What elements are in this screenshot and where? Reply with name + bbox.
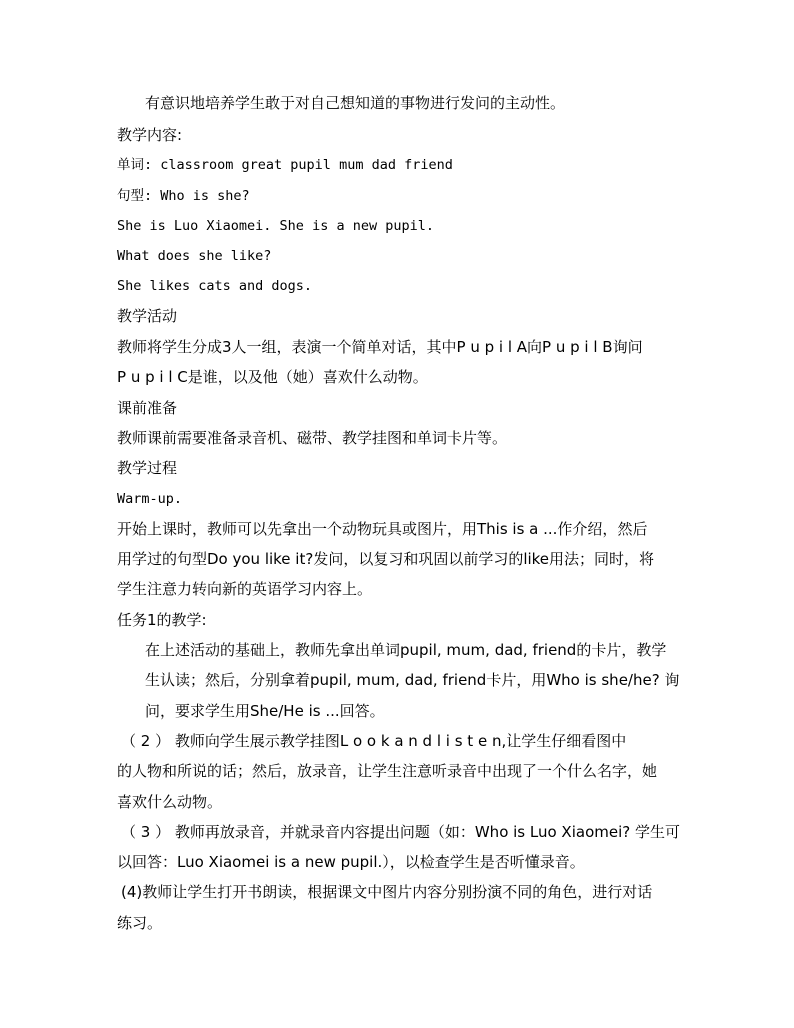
text-line-warm-up: Warm-up. [117,491,183,507]
text-line-task-1-c: 问，要求学生用She/He is ...回答。 [145,702,385,720]
text-line-step-3-a: （ 3 ） 教师再放录音，并就录音内容提出问题（如：Who is Luo Xiaomei? 学生可 [121,823,680,841]
text-line-step-4-b: 练习。 [117,914,163,932]
text-line-sentence-pattern: 句型: Who is she? [117,188,250,204]
text-line-example-2: What does she like? [117,248,272,264]
text-line-goal: 有意识地培养学生敢于对自己想知道的事物进行发问的主动性。 [145,94,566,112]
text-line-warm-up-2: 用学过的句型Do you like it?发问，以复习和巩固以前学习的like用法；同时，将 [117,550,655,568]
heading-teaching-process: 教学过程 [117,459,178,477]
text-line-activity-1: 教师将学生分成3人一组，表演一个简单对话，其中P u p i l A向P u p i l B询问 [117,338,643,356]
heading-teaching-content: 教学内容: [117,126,183,144]
text-line-example-1: She is Luo Xiaomei. She is a new pupil. [117,218,434,234]
text-line-vocabulary: 单词: classroom great pupil mum dad friend [117,157,453,173]
text-line-preparation: 教师课前需要准备录音机、磁带、教学挂图和单词卡片等。 [117,429,508,447]
text-line-warm-up-3: 学生注意力转向新的英语学习内容上。 [117,580,373,598]
heading-teaching-activity: 教学活动 [117,307,178,325]
text-line-warm-up-1: 开始上课时，教师可以先拿出一个动物玩具或图片，用This is a ...作介绍，然后 [117,520,648,538]
text-line-step-2-a: （ 2 ） 教师向学生展示教学挂图L o o k a n d l i s t e n,让学生仔细看图中 [121,732,627,750]
text-line-task-1-a: 在上述活动的基础上，教师先拿出单词pupil, mum, dad, friend的卡片，教学 [145,641,667,659]
text-line-step-4-a: (4)教师让学生打开书朗读，根据课文中图片内容分别扮演不同的角色，进行对话 [121,883,653,901]
text-line-example-3: She likes cats and dogs. [117,278,313,294]
heading-task-1: 任务1的教学: [117,611,207,629]
text-line-task-1-b: 生认读；然后，分别拿着pupil, mum, dad, friend卡片，用Who is she/he? 询 [145,671,680,689]
text-line-step-2-b: 的人物和所说的话；然后，放录音，让学生注意听录音中出现了一个什么名字，她 [117,762,658,780]
text-line-activity-2: P u p i l C是谁，以及他（她）喜欢什么动物。 [117,368,428,386]
heading-preparation: 课前准备 [117,399,178,417]
text-line-step-3-b: 以回答：Luo Xiaomei is a new pupil.），以检查学生是否听懂录音。 [117,853,585,871]
text-line-step-2-c: 喜欢什么动物。 [117,793,223,811]
